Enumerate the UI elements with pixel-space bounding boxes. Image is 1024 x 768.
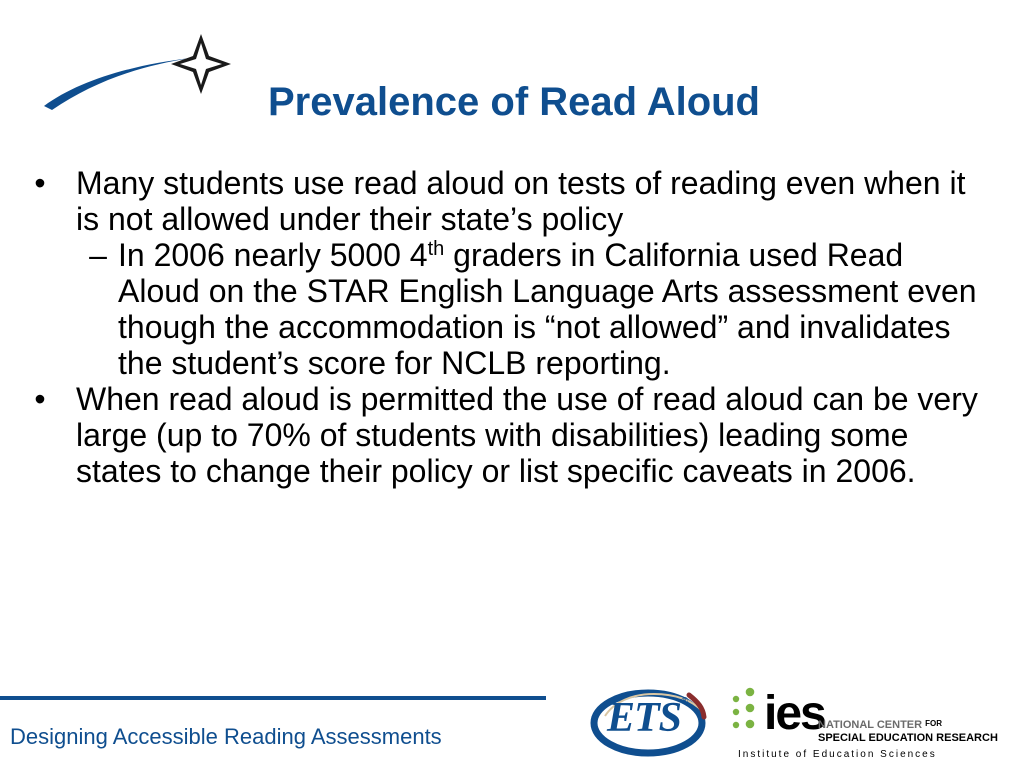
bullet-dot-icon: • [34, 381, 46, 417]
bullet-item-2 [30, 381, 988, 489]
subbullet-text-prefix: In 2006 nearly 5000 4 [118, 237, 428, 273]
bullet-text-2: When read aloud is permitted the use of read aloud can be very large (up to 70% of students with disabilities) leading some states to change their policy or list specific caveats in 2006. [76, 381, 978, 489]
star-swoosh-logo-icon [36, 18, 246, 118]
ets-logo-text: ETS® [607, 695, 688, 741]
ies-subline: Institute of Education Sciences [738, 749, 937, 760]
footer-divider [0, 696, 546, 700]
ies-logo-word: ies [764, 687, 825, 740]
footer-title: Designing Accessible Reading Assessments [10, 724, 442, 749]
bullet-item-1 [30, 165, 988, 237]
subbullet-text-suffix: graders in California used Read Aloud on the STAR English Language Arts assessment even though the accommodation is “not allowed” and invalidates the student’s score for NCLB reporting. [118, 237, 977, 381]
bullet-text-1: Many students use read aloud on tests of reading even when it is not allowed under their state’s policy [76, 165, 966, 237]
ies-center-line-1: NATIONAL CENTER $^{FOR}$ [818, 719, 943, 731]
subbullet-superscript: th [427, 238, 445, 261]
subbullet-item-1 [30, 237, 988, 381]
bullet-dot-icon: • [34, 165, 46, 201]
ies-center-line-2: SPECIAL EDUCATION RESEARCH [818, 732, 998, 744]
slide-content [30, 165, 988, 489]
slide-title: Prevalence of Read Aloud [268, 80, 760, 124]
dash-icon: – [89, 237, 107, 273]
